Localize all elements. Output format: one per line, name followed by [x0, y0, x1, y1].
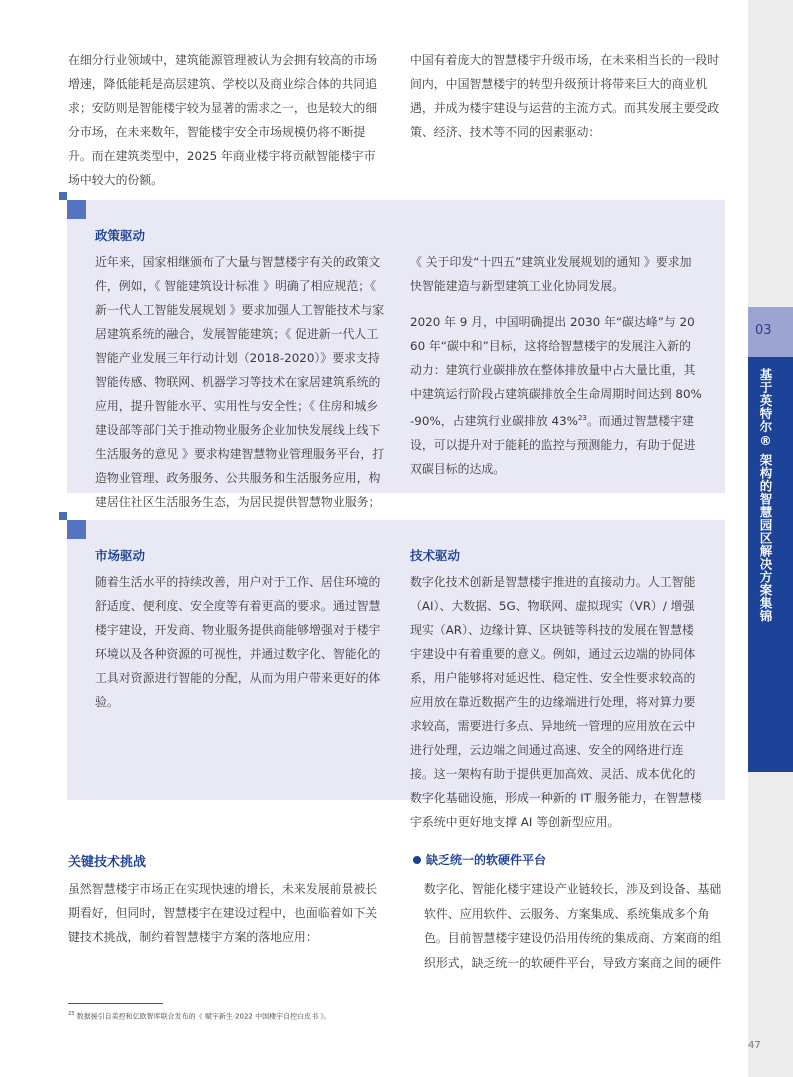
- bullet-heading: [413, 851, 546, 868]
- corner-square-icon: [67, 200, 86, 219]
- footnote-number: 23: [68, 1011, 75, 1017]
- bullet-dot-icon: [413, 856, 421, 864]
- tech-title: 技术驱动: [410, 548, 461, 563]
- challenges-paragraph: 虽然智慧楼宇市场正在实现快速的增长，未来发展前景被长期看好，但同时，智慧楼宇在建设过程中，也面临着如下关键技术挑战，制约着智慧楼宇方案的落地应用：: [68, 882, 378, 944]
- footnote-divider: [68, 1003, 163, 1004]
- chapter-title: 基于英特尔® 架构的智慧园区解决方案集锦: [758, 368, 773, 623]
- policy-left-paragraph: 近年来，国家相继颁布了大量与智慧楼宇有关的政策文件，例如，《 智能建筑设计标准 》明确了相应规范；《 新一代人工智能发展规划 》要求加强人工智能技术与家居建筑系统的融合，发展智能建筑；《 促进新一代人工智能产业发展三年行动计划（2018-2020）》要求支持智能传感、物联网、机器学习等技术在家居建筑系统的应用，提升智能水平、实用性与安全性；《 住房和城乡建设部等部门关于推动物业服务企业加快发展线上线下生活服务的意见 》要求构建智慧物业管理服务平台，打造物业管理、政务服务、公共服务和生活服务应用，构建居住社区生活服务生态，为居民提供智慧物业服务；: [95, 255, 385, 509]
- corner-square-icon: [67, 520, 86, 539]
- corner-square-icon: [59, 192, 67, 200]
- intro-left-paragraph: 在细分行业领域中，建筑能源管理被认为会拥有较高的市场增速，降低能耗是高层建筑、学校以及商业综合体的共同追求；安防则是智能楼宇较为显著的需求之一，也是较大的细分市场，在未来数年，智能楼宇安全市场规模仍将不断提升。而在建筑类型中，2025 年商业楼宇将贡献智能楼宇市场中较大的份额。: [68, 53, 378, 187]
- market-title: 市场驱动: [95, 548, 146, 563]
- corner-square-icon: [59, 512, 67, 520]
- market-paragraph: 随着生活水平的持续改善，用户对于工作、居住环境的舒适度、便利度、安全度等有着更高的要求。通过智慧楼宇建设，开发商、物业服务提供商能够增强对于楼宇环境以及各种资源的可视性，并通过数字化、智能化的工具对资源进行智能的分配，从而为用户带来更好的体验。: [95, 575, 381, 709]
- footnote-text: 数据援引自美控和亿欧智库联合发布的《 赋宇新生·2022 中国楼宇自控白皮书 》。: [76, 1012, 331, 1021]
- policy-right-paragraph-1: 《 关于印发“十四五”建筑业发展规划的通知 》要求加快智能建造与新型建筑工业化协同发展。: [410, 255, 692, 293]
- chapter-tab[interactable]: 03: [748, 307, 793, 357]
- footnote: [68, 1011, 331, 1021]
- bullet-paragraph: 数字化、智能化楼宇建设产业链较长，涉及到设备、基础软件、应用软件、云服务、方案集成、系统集成多个角色。目前智慧楼宇建设仍沿用传统的集成商、方案商的组织形式，缺乏统一的软硬件平台，导致方案商之间的硬件: [424, 882, 722, 970]
- policy-title: 政策驱动: [95, 228, 146, 243]
- tech-paragraph: 数字化技术创新是智慧楼宇推进的直接动力。人工智能（AI）、大数据、5G、物联网、虚拟现实（VR）/ 增强现实（AR）、边缘计算、区块链等科技的发展在智慧楼宇建设中有着重要的意义。例如，通过云边端的协同体系，用户能够将对延迟性、稳定性、安全性要求较高的应用放在靠近数据产生的边缘端进行处理，将对算力要求较高，需要进行多点、异地统一管理的应用放在云中进行处理，云边端之间通过高速、安全的网络进行连接。这一架构有助于提供更加高效、灵活、成本优化的数字化基础设施，形成一种新的 IT 服务能力，在智慧楼宇系统中更好地支撑 AI 等创新型应用。: [410, 575, 702, 829]
- carbon-text-cont: 。而通过智慧楼宇建设，可以提升对于能耗的监控与预测能力，有助于促进双碳目标的达成。: [410, 413, 696, 476]
- page-number: 47: [748, 1040, 761, 1051]
- footnote-ref[interactable]: 23: [577, 414, 587, 422]
- challenges-title: 关键技术挑战: [68, 855, 147, 870]
- intro-right-paragraph: 中国有着庞大的智慧楼宇升级市场，在未来相当长的一段时间内，中国智慧楼宇的转型升级预计将带来巨大的商业机遇，并成为楼宇建设与运营的主流方式。而其发展主要受政策、经济、技术等不同的因素驱动：: [410, 53, 720, 139]
- bullet-title: 缺乏统一的软硬件平台: [426, 853, 547, 867]
- policy-right-paragraph-2: [410, 310, 702, 481]
- carbon-text: 2020 年 9 月，中国明确提出 2030 年“碳达峰”与 2060 年“碳中和”目标，这将给智慧楼宇的发展注入新的动力：建筑行业碳排放在整体排放量中占大量比重，其中建筑运行阶段占建筑碳排放全生命周期时间达到 80%-90%，占建筑行业碳排放 43%: [410, 315, 702, 428]
